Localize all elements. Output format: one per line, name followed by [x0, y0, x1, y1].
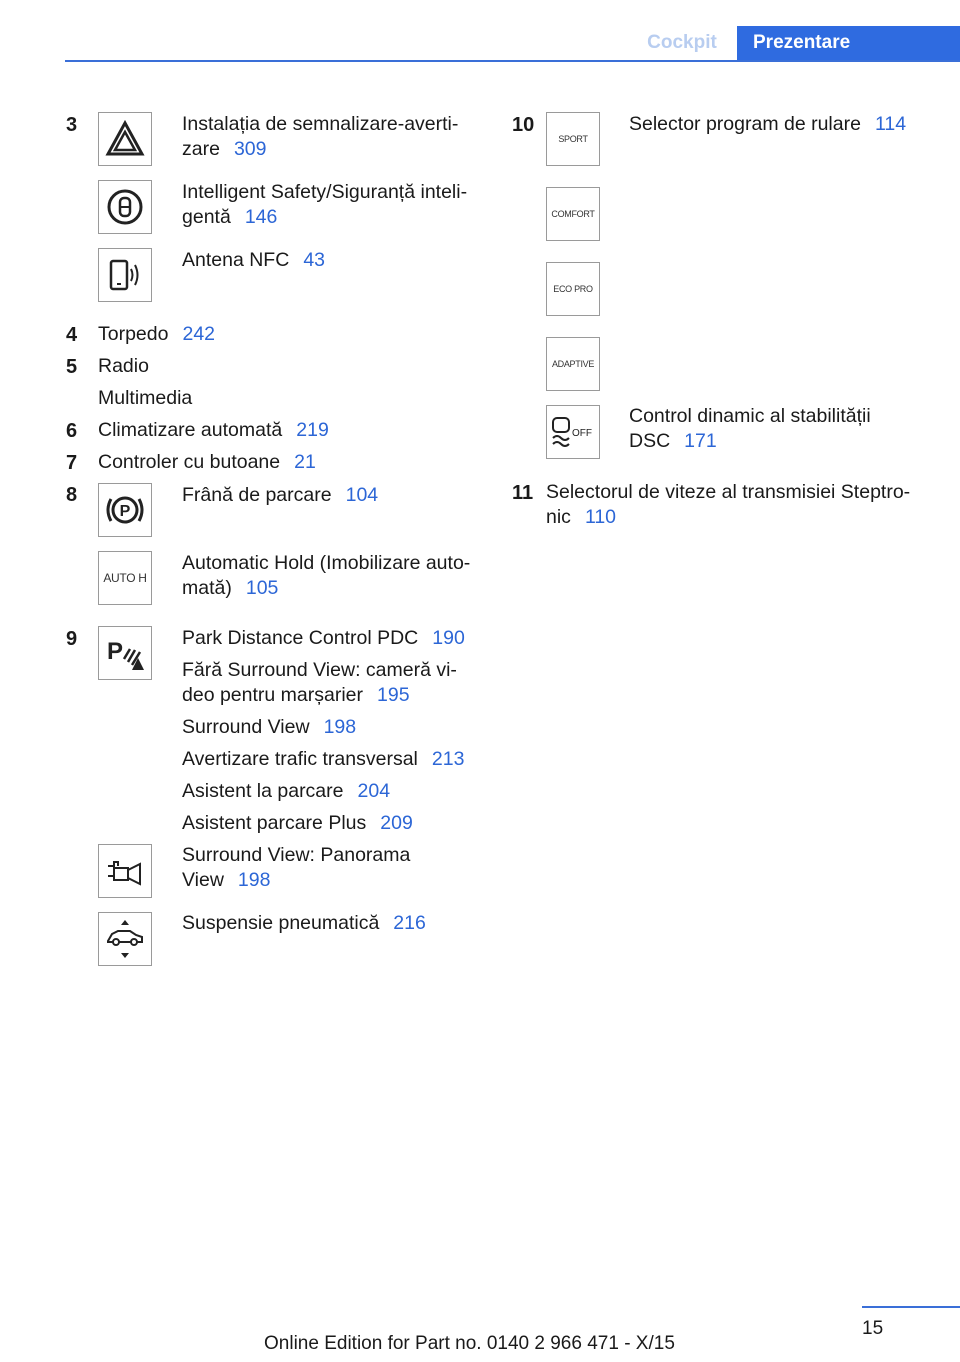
sport-label: SPORT	[558, 134, 588, 144]
ref-link[interactable]: 198	[237, 869, 271, 891]
ref-link[interactable]: 105	[245, 577, 279, 599]
item-9c: Surround View 198	[182, 716, 357, 738]
item-3b-line2: gentă 146	[182, 206, 278, 228]
ref-link[interactable]: 104	[345, 484, 379, 506]
item-9e: Asistent la parcare 204	[182, 780, 391, 802]
item-9d: Avertizare trafic transversal 213	[182, 748, 465, 770]
item-8b-line1: Automatic Hold (Imobilizare auto-	[182, 552, 471, 574]
item-9h: Suspensie pneumatică 216	[182, 912, 426, 934]
tab-cockpit[interactable]: Cockpit	[647, 32, 717, 53]
air-suspension-icon	[98, 912, 152, 966]
comfort-label: COMFORT	[551, 209, 595, 219]
item-3c: Antena NFC 43	[182, 249, 326, 271]
ref-link[interactable]: 216	[393, 912, 426, 934]
item-6: Climatizare automată 219	[98, 419, 329, 441]
item-3a-line2: zare 309	[182, 138, 267, 160]
ref-link[interactable]: 43	[303, 249, 326, 271]
ref-link[interactable]: 213	[431, 748, 465, 770]
hazard-warning-icon	[98, 112, 152, 166]
item-9g-line2: View 198	[182, 869, 271, 891]
ref-link[interactable]: 190	[432, 627, 465, 649]
item-10b-line1: Control dinamic al stabilității	[629, 405, 871, 427]
item-7: Controler cu butoane 21	[98, 451, 316, 473]
tab-prezentare[interactable]: Prezentare	[737, 26, 960, 62]
auto-hold-label: AUTO H	[103, 571, 147, 585]
item-9b-line1: Fără Surround View: cameră vi-	[182, 659, 457, 681]
item-number-7: 7	[66, 452, 78, 474]
item-3b-line1: Intelligent Safety/Siguranță inteli-	[182, 181, 468, 203]
eco-pro-mode-icon	[546, 262, 600, 316]
item-11-line1: Selectorul de viteze al transmisiei Steptro-	[546, 481, 911, 503]
ref-link[interactable]: 146	[244, 206, 278, 228]
panorama-view-icon	[98, 844, 152, 898]
item-9f: Asistent parcare Plus 209	[182, 812, 413, 834]
item-9b-line2: deo pentru marșarier 195	[182, 684, 410, 706]
sport-mode-icon	[546, 112, 600, 166]
header-divider	[65, 60, 960, 62]
page-number: 15	[862, 1318, 884, 1339]
adaptive-label: ADAPTIVE	[551, 359, 595, 369]
svg-text:P: P	[107, 638, 124, 665]
comfort-mode-icon	[546, 187, 600, 241]
ref-link[interactable]: 195	[377, 684, 410, 706]
footer-edition: Online Edition for Part no. 0140 2 966 471 - X/15	[264, 1333, 675, 1354]
ref-link[interactable]: 209	[380, 812, 413, 834]
item-number-8: 8	[66, 484, 78, 506]
intelligent-safety-icon	[98, 180, 152, 234]
item-number-5: 5	[66, 356, 78, 378]
item-number-4: 4	[66, 324, 78, 346]
parking-brake-icon	[98, 483, 152, 537]
item-8b-line2: mată) 105	[182, 577, 279, 599]
ref-link[interactable]: 114	[874, 113, 907, 135]
item-4: Torpedo 242	[98, 323, 216, 345]
item-number-11: 11	[512, 482, 534, 504]
item-5-line2: Multimedia	[98, 387, 193, 409]
ref-link[interactable]: 198	[323, 716, 357, 738]
eco-pro-label: ECO PRO	[553, 284, 593, 294]
nfc-antenna-icon	[98, 248, 152, 302]
dsc-off-icon	[546, 405, 600, 459]
item-number-9: 9	[66, 628, 78, 650]
item-11-line2: nic 110	[546, 506, 617, 528]
item-5-line1: Radio	[98, 355, 149, 377]
item-number-10: 10	[512, 114, 535, 136]
item-10: Selector program de rulare 114	[629, 113, 907, 135]
dsc-off-label: OFF	[572, 428, 592, 439]
ref-link[interactable]: 110	[584, 506, 617, 528]
ref-link[interactable]: 21	[294, 451, 316, 473]
item-number-3: 3	[66, 114, 78, 136]
item-9a: Park Distance Control PDC 190	[182, 627, 465, 649]
item-10b-line2: DSC 171	[629, 430, 717, 452]
item-3a-line1: Instalația de semnalizare-averti-	[182, 113, 459, 135]
item-9g-line1: Surround View: Panorama	[182, 844, 411, 866]
ref-link[interactable]: 219	[296, 419, 329, 441]
ref-link[interactable]: 204	[357, 780, 391, 802]
item-number-6: 6	[66, 420, 78, 442]
ref-link[interactable]: 242	[182, 323, 216, 345]
ref-link[interactable]: 171	[684, 430, 717, 452]
adaptive-mode-icon	[546, 337, 600, 391]
auto-hold-icon	[98, 551, 152, 605]
park-distance-control-icon	[98, 626, 152, 680]
footer-divider	[862, 1306, 960, 1308]
item-8a: Frână de parcare 104	[182, 484, 379, 506]
svg-text:P: P	[119, 503, 131, 520]
ref-link[interactable]: 309	[233, 138, 267, 160]
